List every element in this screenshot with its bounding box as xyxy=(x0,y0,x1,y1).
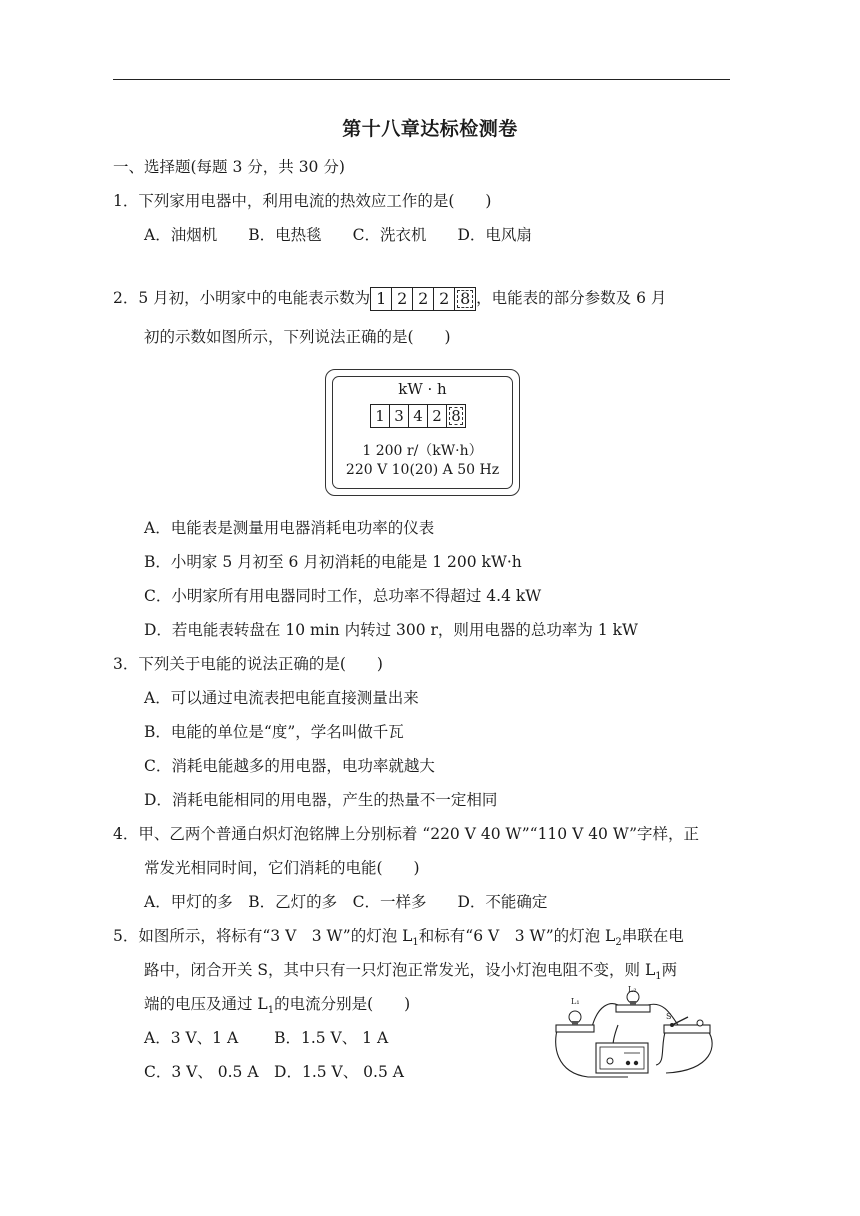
q4-stem-line1: 4．甲、乙两个普通白炽灯泡铭牌上分别标着 “220 V 40 W”“110 V 40 W”字样，正 xyxy=(113,825,699,843)
digit: 2 xyxy=(413,288,434,310)
text: 串联在电 xyxy=(621,927,684,945)
q4-options: A．甲灯的多 B．乙灯的多 C．一样多 D．不能确定 xyxy=(144,893,548,911)
digit: 3 xyxy=(390,405,409,427)
label-l1: L₁ xyxy=(571,997,580,1006)
subscript: 1 xyxy=(655,971,662,983)
q1-options: A．油烟机 B．电热毯 C．洗衣机 D．电风扇 xyxy=(144,226,532,244)
lamp-base-l1 xyxy=(556,1025,594,1032)
q5-stem-line2 xyxy=(144,960,677,987)
circuit-figure xyxy=(548,985,718,1081)
header-rule xyxy=(113,79,730,80)
q2-stem-line2: 初的示数如图所示，下列说法正确的是( ) xyxy=(144,328,451,346)
label-s: S xyxy=(666,1012,672,1021)
meter-unit: kW · h xyxy=(398,380,447,398)
digit: 1 xyxy=(371,288,392,310)
meter-rate: 1 200 r/（kW·h） xyxy=(362,443,483,459)
digit: 4 xyxy=(409,405,428,427)
digit: 2 xyxy=(428,405,447,427)
q2-option-d: D．若电能表转盘在 10 min 内转过 300 r，则用电器的总功率为 1 kW xyxy=(144,621,638,639)
q3-option-a: A．可以通过电流表把电能直接测量出来 xyxy=(144,689,419,707)
subscript: 2 xyxy=(615,937,622,949)
may-reading-digits xyxy=(370,287,476,311)
q2-option-a: A．电能表是测量用电器消耗电功率的仪表 xyxy=(144,519,435,537)
text: 路中，闭合开关 S，其中只有一只灯泡正常发光，设小灯泡电阻不变，则 L xyxy=(144,961,656,979)
energy-meter-figure xyxy=(325,369,520,496)
q5-options-row2: C．3 V、 0.5 A D．1.5 V、 0.5 A xyxy=(144,1063,404,1081)
q3-option-b: B．电能的单位是“度”，学名叫做千瓦 xyxy=(144,723,404,741)
q2-option-c: C．小明家所有用电器同时工作，总功率不得超过 4.4 kW xyxy=(144,587,542,605)
q5-stem-line1 xyxy=(113,926,684,953)
q5-stem-line3 xyxy=(144,994,410,1021)
digit: 2 xyxy=(392,288,413,310)
q3-stem: 3．下列关于电能的说法正确的是( ) xyxy=(113,655,383,673)
subscript: 1 xyxy=(412,937,419,949)
text: 和标有“6 V 3 W”的灯泡 L xyxy=(418,927,616,945)
page-title: 第十八章达标检测卷 xyxy=(342,118,518,140)
bulb-l1-icon xyxy=(569,1011,581,1025)
q2-stem-b: ，电能表的部分参数及 6 月 xyxy=(476,289,667,307)
power-supply-icon xyxy=(596,1043,648,1073)
text: 两 xyxy=(661,961,678,979)
q2-stem-line1 xyxy=(113,287,666,311)
meter-spec: 220 V 10(20) A 50 Hz xyxy=(345,462,500,478)
meter-reading xyxy=(370,404,466,428)
q3-option-d: D．消耗电能相同的用电器，产生的热量不一定相同 xyxy=(144,791,498,809)
q1-stem: 1．下列家用电器中，利用电流的热效应工作的是( ) xyxy=(113,192,492,210)
digit-decimal: 8 xyxy=(447,405,465,427)
digit: 1 xyxy=(371,405,390,427)
text: 的电流分别是( ) xyxy=(274,995,411,1013)
q4-stem-line2: 常发光相同时间，它们消耗的电能( ) xyxy=(144,859,420,877)
text: 端的电压及通过 L xyxy=(144,995,268,1013)
q2-option-b: B．小明家 5 月初至 6 月初消耗的电能是 1 200 kW·h xyxy=(144,553,522,571)
label-l2: L₂ xyxy=(628,985,637,994)
q5-options-row1: A．3 V、1 A B．1.5 V、 1 A xyxy=(144,1029,389,1047)
lamp-base-l2 xyxy=(616,1005,650,1012)
section-heading: 一、选择题(每题 3 分，共 30 分) xyxy=(113,158,345,176)
q3-option-c: C．消耗电能越多的用电器，电功率就越大 xyxy=(144,757,435,775)
subscript: 1 xyxy=(267,1005,275,1017)
text: 5．如图所示，将标有“3 V 3 W”的灯泡 L xyxy=(113,927,413,945)
digit-decimal: 8 xyxy=(455,288,475,310)
digit: 2 xyxy=(434,288,455,310)
q2-stem-a: 2．5 月初，小明家中的电能表示数为 xyxy=(113,289,371,307)
